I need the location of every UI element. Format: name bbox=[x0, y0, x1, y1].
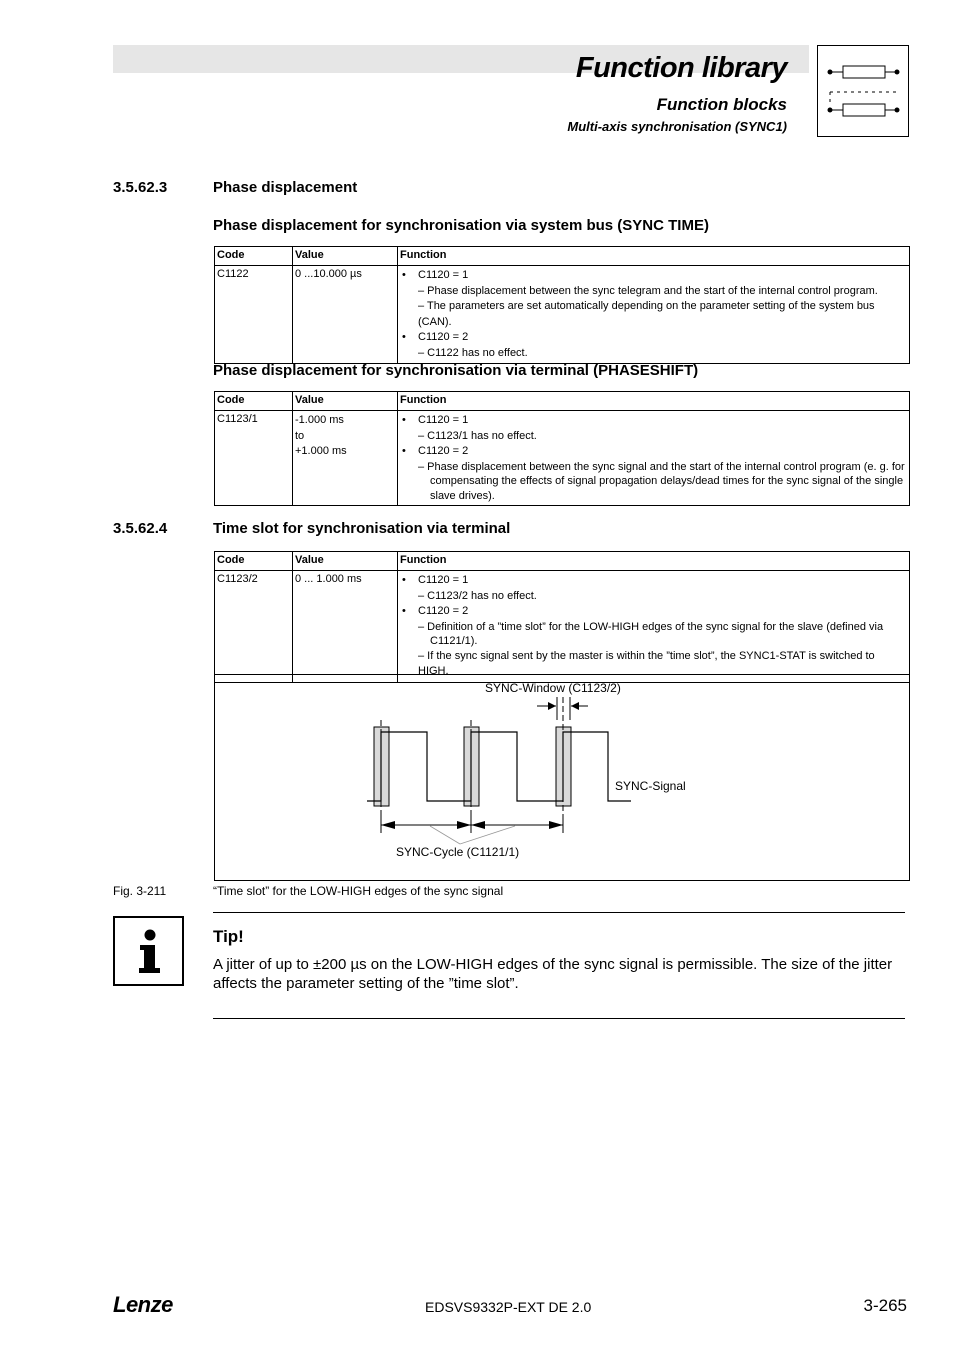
table-phaseshift bbox=[214, 391, 910, 506]
col-function: Function bbox=[398, 392, 910, 411]
tip-title: Tip! bbox=[213, 927, 244, 946]
col-value: Value bbox=[293, 392, 398, 411]
tip-text: A jitter of up to ±200 µs on the LOW-HIGH edges of the sync signal is permissible. The size of the jitter affects the parameter setting of the ”time slot”. bbox=[213, 956, 893, 992]
page-title: Function library bbox=[575, 52, 787, 84]
bullet-line: • C1120 = 1 bbox=[400, 268, 907, 284]
section-number: 3.5.62.3 bbox=[113, 179, 168, 196]
label-sync-window: SYNC-Window (C1123/2) bbox=[485, 681, 621, 695]
info-icon bbox=[113, 916, 184, 986]
section-number: 3.5.62.4 bbox=[113, 520, 168, 537]
dash-line: – Definition of a ”time slot” for the LOW-HIGH edges of the sync signal for the slave (defined via C1121/1). bbox=[418, 620, 884, 647]
code-cell: C1123/2 bbox=[215, 571, 293, 683]
table-header-row bbox=[215, 392, 910, 411]
dash-line: – C1123/1 has no effect. bbox=[418, 429, 537, 442]
sync-diagram bbox=[215, 675, 909, 880]
page-number: 3-265 bbox=[863, 1296, 907, 1315]
table-row bbox=[215, 266, 910, 364]
label-sync-cycle: SYNC-Cycle (C1121/1) bbox=[396, 845, 520, 859]
dash-line: – Phase displacement between the sync signal and the start of the internal control program (e. g. for compensating the effects of signal propagation delays/dead times for the sync signal of the single slave drives). bbox=[418, 460, 905, 502]
function-cell bbox=[398, 411, 910, 506]
block-title-sync-time: Phase displacement for synchronisation via system bus (SYNC TIME) bbox=[213, 217, 709, 234]
function-cell bbox=[398, 571, 910, 683]
table-time-slot bbox=[214, 551, 910, 683]
value-line: +1.000 ms bbox=[295, 445, 347, 457]
dash-line: – Phase displacement between the sync telegram and the start of the internal control program. bbox=[418, 284, 878, 297]
figure-number: Fig. 3-211 bbox=[113, 884, 167, 898]
divider bbox=[213, 1018, 905, 1019]
col-function: Function bbox=[398, 552, 910, 571]
table-sync-time bbox=[214, 246, 910, 364]
bullet-line: • C1120 = 2 bbox=[400, 330, 907, 346]
col-function: Function bbox=[398, 247, 910, 266]
section-subtitle: Multi-axis synchronisation (SYNC1) bbox=[567, 119, 787, 134]
block-title-phaseshift: Phase displacement for synchronisation via terminal (PHASESHIFT) bbox=[213, 362, 699, 379]
table-row bbox=[215, 411, 910, 506]
dash-line: – C1123/2 has no effect. bbox=[418, 589, 537, 602]
document-id: EDSVS9332P-EXT DE 2.0 bbox=[425, 1299, 592, 1315]
bullet-line: • C1120 = 1 bbox=[400, 413, 907, 429]
chapter-subtitle: Function blocks bbox=[656, 95, 787, 114]
sync-figure bbox=[214, 674, 910, 881]
value-line: -1.000 ms bbox=[295, 414, 344, 426]
value-cell: 0 ... 1.000 ms bbox=[293, 571, 398, 683]
col-code: Code bbox=[215, 247, 293, 266]
bullet-line: • C1120 = 1 bbox=[400, 573, 907, 589]
function-block-icon bbox=[817, 45, 909, 137]
table-header-row bbox=[215, 552, 910, 571]
value-line: to bbox=[295, 429, 305, 442]
dash-line: – C1122 has no effect. bbox=[418, 346, 528, 359]
col-value: Value bbox=[293, 552, 398, 571]
section-title: Time slot for synchronisation via terminal bbox=[213, 520, 511, 537]
col-code: Code bbox=[215, 552, 293, 571]
col-value: Value bbox=[293, 247, 398, 266]
table-header-row bbox=[215, 247, 910, 266]
col-code: Code bbox=[215, 392, 293, 411]
code-cell: C1122 bbox=[215, 266, 293, 364]
dash-line: – The parameters are set automatically depending on the parameter setting of the system bus (CAN). bbox=[418, 300, 875, 328]
dash-line: – If the sync signal sent by the master is within the ”time slot”, the SYNC1-STAT is switched to HIGH. bbox=[418, 649, 875, 677]
lenze-logo: Lenze bbox=[113, 1292, 173, 1317]
divider bbox=[213, 912, 905, 913]
figure-caption: “Time slot” for the LOW-HIGH edges of the sync signal bbox=[213, 884, 504, 898]
value-cell bbox=[293, 411, 398, 506]
code-cell: C1123/1 bbox=[215, 411, 293, 506]
sync-signal-wave bbox=[367, 732, 631, 801]
value-cell: 0 ...10.000 µs bbox=[293, 266, 398, 364]
label-sync-signal: SYNC-Signal bbox=[615, 779, 686, 793]
bullet-line: • C1120 = 2 bbox=[400, 604, 907, 620]
function-cell bbox=[398, 266, 910, 364]
bullet-line: • C1120 = 2 bbox=[400, 444, 907, 460]
table-row bbox=[215, 571, 910, 683]
section-title: Phase displacement bbox=[213, 179, 358, 196]
